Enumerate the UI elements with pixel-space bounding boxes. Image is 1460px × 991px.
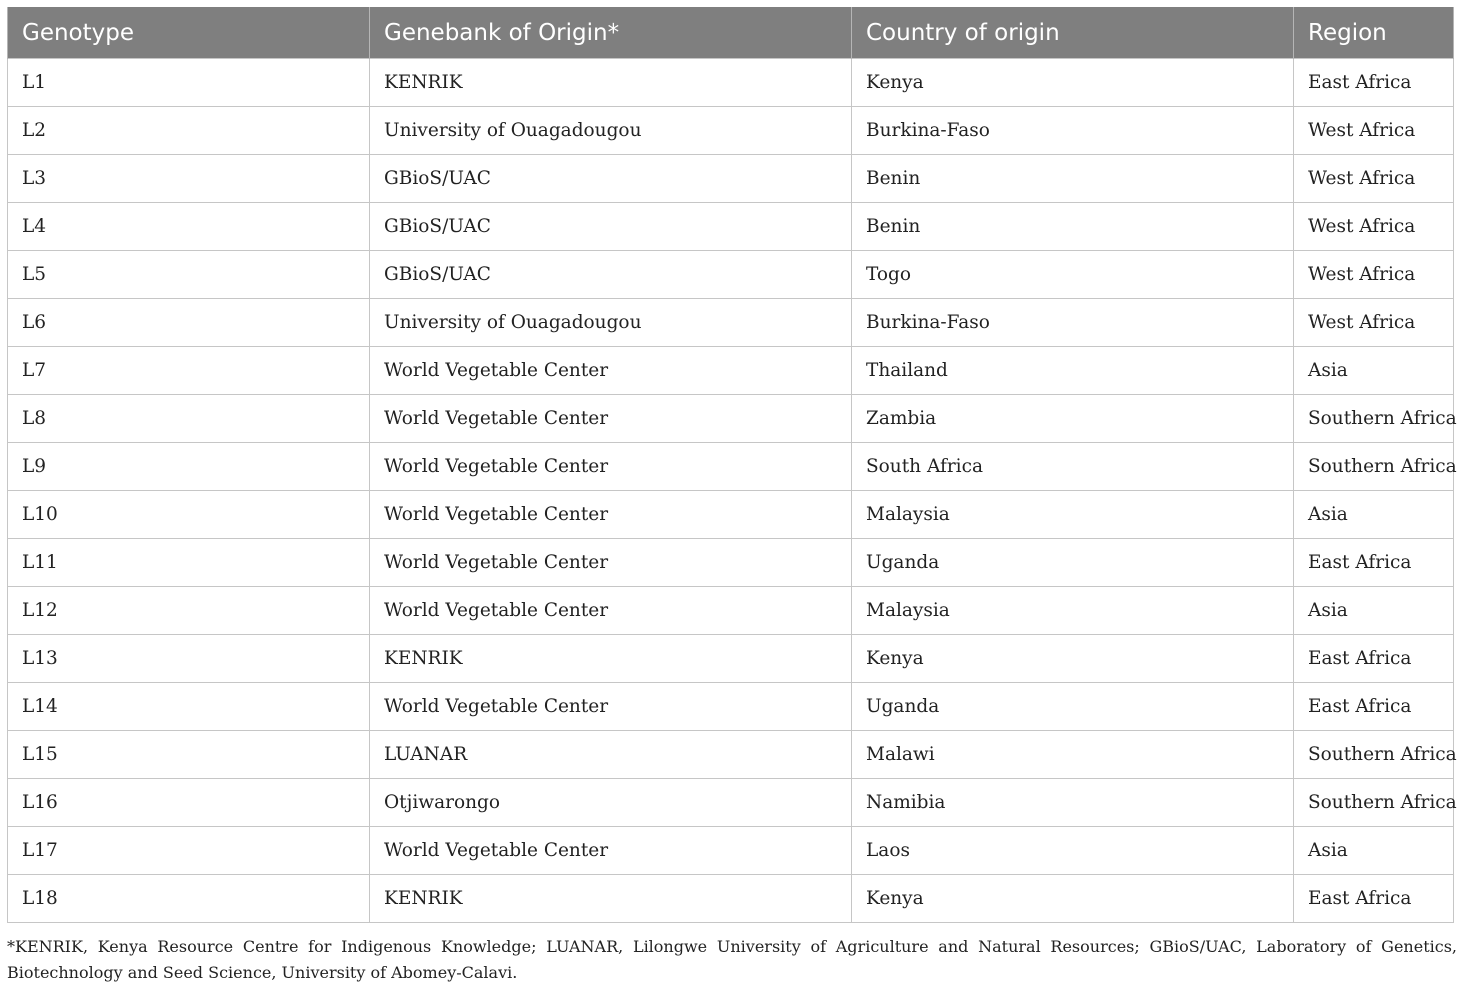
table-row <box>8 395 1454 443</box>
genotype-cell: L11 <box>8 539 370 587</box>
region-cell: Southern Africa <box>1294 731 1454 779</box>
genotype-cell: L5 <box>8 251 370 299</box>
genebank-cell: World Vegetable Center <box>370 827 852 875</box>
table-row <box>8 827 1454 875</box>
genotype-table-container <box>7 7 1457 923</box>
genebank-cell: World Vegetable Center <box>370 347 852 395</box>
table-row <box>8 347 1454 395</box>
header-region: Region <box>1294 7 1454 59</box>
table-row <box>8 587 1454 635</box>
country-cell: Laos <box>852 827 1294 875</box>
table-row <box>8 251 1454 299</box>
genotype-cell: L8 <box>8 395 370 443</box>
region-cell: West Africa <box>1294 203 1454 251</box>
genotype-cell: L13 <box>8 635 370 683</box>
region-cell: Asia <box>1294 827 1454 875</box>
genotype-cell: L18 <box>8 875 370 923</box>
genebank-cell: University of Ouagadougou <box>370 107 852 155</box>
country-cell: South Africa <box>852 443 1294 491</box>
genotype-cell: L1 <box>8 59 370 107</box>
region-cell: Asia <box>1294 587 1454 635</box>
table-header <box>8 7 1454 59</box>
region-cell: Southern Africa <box>1294 395 1454 443</box>
genotype-cell: L4 <box>8 203 370 251</box>
table-row <box>8 731 1454 779</box>
country-cell: Kenya <box>852 635 1294 683</box>
genotype-cell: L12 <box>8 587 370 635</box>
country-cell: Namibia <box>852 779 1294 827</box>
region-cell: East Africa <box>1294 635 1454 683</box>
genebank-cell: World Vegetable Center <box>370 491 852 539</box>
genebank-cell: LUANAR <box>370 731 852 779</box>
genebank-cell: KENRIK <box>370 59 852 107</box>
country-cell: Benin <box>852 155 1294 203</box>
header-genotype: Genotype <box>8 7 370 59</box>
table-row <box>8 539 1454 587</box>
country-cell: Zambia <box>852 395 1294 443</box>
region-cell: East Africa <box>1294 539 1454 587</box>
country-cell: Malaysia <box>852 491 1294 539</box>
genotype-cell: L15 <box>8 731 370 779</box>
genotype-table <box>7 7 1457 923</box>
region-cell: West Africa <box>1294 299 1454 347</box>
table-row <box>8 779 1454 827</box>
genotype-cell: L7 <box>8 347 370 395</box>
table-row <box>8 683 1454 731</box>
genebank-cell: World Vegetable Center <box>370 539 852 587</box>
country-cell: Burkina-Faso <box>852 299 1294 347</box>
table-footnote: *KENRIK, Kenya Resource Centre for Indigenous Knowledge; LUANAR, Lilongwe University of Agriculture and Natural Resources; GBioS/UAC, Laboratory of Genetics, Biotechnology and Seed Science, University of Abomey-Calavi. <box>7 937 1457 982</box>
genebank-cell: World Vegetable Center <box>370 683 852 731</box>
country-cell: Benin <box>852 203 1294 251</box>
genebank-cell: World Vegetable Center <box>370 443 852 491</box>
table-body <box>8 59 1457 923</box>
genotype-cell: L16 <box>8 779 370 827</box>
country-cell: Uganda <box>852 683 1294 731</box>
header-country-of-origin: Country of origin <box>852 7 1294 59</box>
genebank-cell: KENRIK <box>370 875 852 923</box>
country-cell: Malawi <box>852 731 1294 779</box>
header-genebank-of-origin: Genebank of Origin* <box>370 7 852 59</box>
genebank-cell: GBioS/UAC <box>370 155 852 203</box>
country-cell: Thailand <box>852 347 1294 395</box>
genebank-cell: Otjiwarongo <box>370 779 852 827</box>
genebank-cell: KENRIK <box>370 635 852 683</box>
header-row <box>8 7 1454 59</box>
genebank-cell: University of Ouagadougou <box>370 299 852 347</box>
region-cell: Asia <box>1294 491 1454 539</box>
country-cell: Kenya <box>852 59 1294 107</box>
genebank-cell: GBioS/UAC <box>370 251 852 299</box>
region-cell: West Africa <box>1294 251 1454 299</box>
table-row <box>8 635 1454 683</box>
table-row <box>8 107 1454 155</box>
genebank-cell: World Vegetable Center <box>370 395 852 443</box>
table-row <box>8 155 1454 203</box>
region-cell: Asia <box>1294 347 1454 395</box>
genotype-cell: L14 <box>8 683 370 731</box>
genotype-cell: L6 <box>8 299 370 347</box>
region-cell: Southern Africa <box>1294 443 1454 491</box>
table-row <box>8 491 1454 539</box>
genotype-cell: L10 <box>8 491 370 539</box>
genotype-cell: L17 <box>8 827 370 875</box>
genebank-cell: GBioS/UAC <box>370 203 852 251</box>
table-row <box>8 203 1454 251</box>
region-cell: Southern Africa <box>1294 779 1454 827</box>
table-row <box>8 875 1454 923</box>
table-row <box>8 299 1454 347</box>
genotype-cell: L9 <box>8 443 370 491</box>
country-cell: Malaysia <box>852 587 1294 635</box>
region-cell: West Africa <box>1294 107 1454 155</box>
country-cell: Burkina-Faso <box>852 107 1294 155</box>
table-row <box>8 443 1454 491</box>
genotype-cell: L2 <box>8 107 370 155</box>
region-cell: East Africa <box>1294 59 1454 107</box>
country-cell: Togo <box>852 251 1294 299</box>
region-cell: East Africa <box>1294 683 1454 731</box>
region-cell: East Africa <box>1294 875 1454 923</box>
genebank-cell: World Vegetable Center <box>370 587 852 635</box>
country-cell: Uganda <box>852 539 1294 587</box>
table-row <box>8 59 1454 107</box>
country-cell: Kenya <box>852 875 1294 923</box>
genotype-cell: L3 <box>8 155 370 203</box>
region-cell: West Africa <box>1294 155 1454 203</box>
